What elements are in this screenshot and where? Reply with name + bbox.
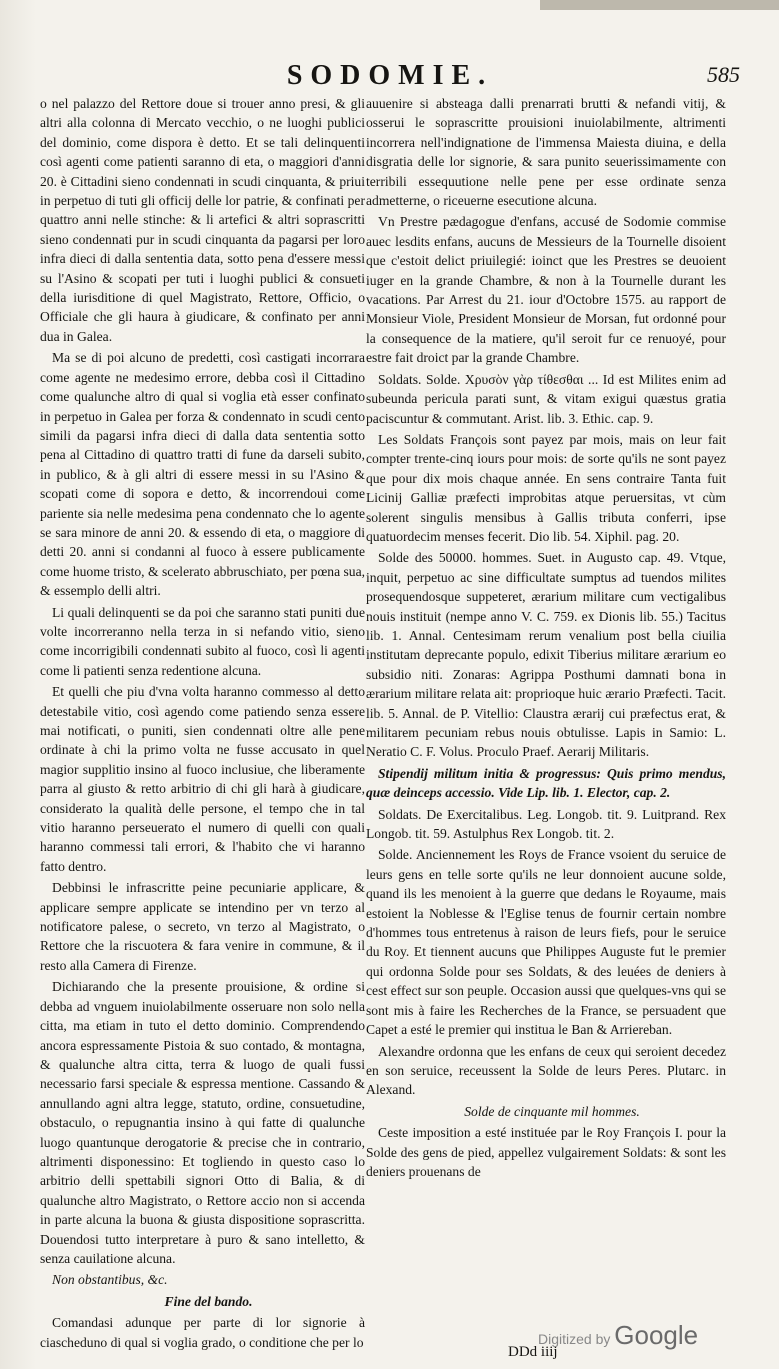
left-paragraph-4: Et quelli che piu d'vna volta haranno commesso al detto detestabile vitio, così agendo come patiendo senza essere mai notificati, o puniti, sien condennati oltre alle pene ordinate à chi la primo volta ne fusse accusato in quel magior supplitio insino al fuoco inclusiue, che liberamente parra al giusto & retto arbitrio di chi gli harà à giudicare, considerato la qualità delle persone, el tempo che in tal vitio haranno perseuerato el numero di quelli con quali haranno commessi tali errori, & l'habito che vi haranno fatto dentro. xyxy=(40,684,365,874)
left-paragraph-1: o nel palazzo del Rettore doue si trouer anno presi, & gli altri alla colonna di Mercato vecchio, o ne luoghi publici del dominio, come dispora è detto. Et se tali delinquenti così agenti come patienti saranno di eta, o maggiori d'anni 20. è Cittadini sieno condennati in scudi cinquanta, & priui in perpetuo di tuti gli officij delle lor patrie, & confinati per quattro anni nelle stinche: & li artefici & altri soprascritti sieno condennati pur in scudi cinquanta da pagarsi per loro infra dieci di dalla sententia data, sotto pena d'essere messi su l'Asino & scopati per tuti i luoghi publici & consueti della iurisditione di quel Magistrato, Rettore, Officio, o Officiale che gli haura à giudicare, & confinato per anni dua in Galea. xyxy=(40,96,365,344)
watermark-brand: Google xyxy=(614,1320,699,1350)
page-number: 585 xyxy=(707,62,740,87)
right-paragraph-5: Solde des 50000. hommes. Suet. in Augusto cap. 49. Vtque, inquit, perpetuo ac sine difficultate sumptus ad tuendos milites prosequendosque suppeteret, ærarium militare cum vectigalibus nouis instituit (nempe anno V. C. 759. ex Dionis lib. 55.) Tacitus lib. 1. Annal. Centesimam rerum venalium post bella ciuilia institutam deprecante populo, edixit Tiberius militare ærarium eo subsidio niti. Zonaras: Agrippa Posthumi damnati bona in ærarium militare relata ait: proprioque huic ærario Præfecti. Tacit. lib. 5. Annal. de P. Vitellio: Claustra ærarij cui præfectus erat, & militarem pecuniam rebus nouis obtulisse. Lapis in Samio: L. Neratio C. F. Volus. Proculo Praef. Aerarij Militaris. xyxy=(366,550,726,760)
right-column xyxy=(366,94,726,1183)
scan-edge xyxy=(540,0,779,10)
left-paragraph-3: Li quali delinquenti se da poi che saranno stati puniti due volte incorreranno nella terza in si nefando vitio, sieno come incorrigibili condennati subito al fuoco, così li agenti come li patienti senza redentione alcuna. xyxy=(40,604,365,678)
page-gutter xyxy=(0,0,36,1369)
left-column xyxy=(40,94,365,1354)
left-paragraph-5: Debbinsi le infrascritte peine pecuniarie applicare, & applicare sempre applicate se intendino per vn terzo al notificatore palese, o secreto, vn terzo al Magistrato, o Rettore che la riscuotera & fara venire in commune, & il resto alla Camera di Firenze. xyxy=(40,880,365,973)
left-paragraph-2: Ma se di poi alcuno de predetti, così castigati incorrara come agente ne medesimo errore, debba così il Cittadino come qualunche altro di qual si voglia età esser confinato in perpetuo in Galea per forza & condennato in scudi cento simili da pagarsi infra dieci di dalla data sententia sotto pena al Cittadino di quattro tratti di fune da darseli subito, in publico, & à gli altri di essere messi in su l'Asino & scopati come di sopora e detto, & incorrendoui come pariente sia nelle medesima pena condennato che lo agente se sara minore de anni 20. & essendo di eta, o maggiore di detti 20. anni si condanni al fuoco à essere publicamente come huome tristo, & scelerato abbruschiato, per pœna sua, & essemplo delli altri. xyxy=(40,350,366,599)
section-title: Solde de cinquante mil hommes. xyxy=(464,1103,640,1119)
right-paragraph-4: Les Soldats François sont payez par mois, mais on leur fait compter trente-cinq iours pour mois: de sorte qu'ils ne sont payez que pour dix mois chaque année. En sens contraire Tanta fuit Licinij Galliæ præfecti improbitas atque peruersitas, vt cùm solerent singulis mensibus à Gallis tributa conferri, ipse quatuordecim menses fecerit. Dio lib. 54. Xiphil. pag. 20. xyxy=(366,431,726,544)
signature-mark: DDd iiij xyxy=(508,1344,558,1360)
running-head: SODOMIE. xyxy=(286,60,494,91)
right-paragraph-8: Solde. Anciennement les Roys de France vsoient du seruice de leurs gens en telle sorte qu'ils ne leur donnoient aucune solde, quand ils les menoient à la guerre que dedans le Royaume, mais estoient la Noblesse & l'Eglise tenus de fournir certain nombre d'hommes tous entretenus à raison de leurs fiefs, pour le seruice du Roy. Et tiennent aucuns que Philippes Auguste fut le premier qui ordonna Solde pour ses Soldats, & des leuées de deniers à cest effect sur son peuple. Occasion aussi que quelques-vns qui se sont mis à faire les Recherches de la France, se persuadent que Capet a esté le premier qui institua le Ban & Arriereban. xyxy=(366,847,726,1038)
fine-del-bando: Fine del bando. xyxy=(164,1293,253,1309)
left-paragraph-7: Comandasi adunque per parte di lor signorie à ciascheduno di qual si voglia grado, o conditione che per lo xyxy=(40,1315,365,1350)
right-paragraph-10: Ceste imposition a esté instituée par le Roy François I. pour la Solde des gens de pied, appellez vulgairement Soldats: & sont les deniers prouenans de xyxy=(366,1125,726,1179)
right-paragraph-6: Stipendij militum initia & progressus: Quis primo mendus, quæ deinceps accessio. Vide Lip. lib. 1. Elector, cap. 2. xyxy=(366,765,726,801)
right-paragraph-7: Soldats. De Exercitalibus. Leg. Longob. tit. 9. Luitprand. Rex Longob. tit. 59. Astulphus Rex Longob. tit. 2. xyxy=(366,806,726,842)
right-paragraph-3: Soldats. Solde. Χρυσὸν γὰρ τίθεσθαι ... Id est Milites enim ad subeunda pericula parati sunt, & vitam exigui quæstus gratia paciscuntur & commutant. Arist. lib. 3. Ethic. cap. 9. xyxy=(366,371,726,426)
non-obstantibus: Non obstantibus, &c. xyxy=(52,1272,168,1288)
watermark-prefix: Digitized by xyxy=(538,1331,611,1347)
right-paragraph-2: Vn Prestre pædagogue d'enfans, accusé de Sodomie commise auec lesdits enfans, aucuns de Messieurs de la Tournelle disoient que c'estoit delict priuilegié: ioinct que les Prestres se deuoient iuger en la grande Chambre, & non à la Tournelle durant les vacations. Par Arrest du 21. iour d'Octobre 1575. au rapport de Monsieur Viole, President Monsieur de Morsan, fut ordonné pour la consequence de la matiere, qu'il seroit fur ce renuoyé, pour estre fait droict par la grande Chambre. xyxy=(366,214,726,366)
right-paragraph-1: auuenire si absteaga dalli prenarrati brutti & nefandi vitij, & osserui le soprascritte prouisioni inuiolabilmente, altrimenti incorrera nell'indignatione de l'immensa Maiesta diuina, e della disgratia delle lor signorie, & sara punito seuerissimamente con terribili essequutione nelle pene per esse ordinate senza admetterne, o riceuerne esecutione alcuna. xyxy=(366,96,726,209)
right-paragraph-9: Alexandre ordonna que les enfans de ceux qui seroient decedez en son seruice, receussent la Solde de leurs Peres. Plutarc. in Alexand. xyxy=(366,1043,726,1098)
left-paragraph-6: Dichiarando che la presente prouisione, & ordine si debba ad vnguem inuiolabilmente osseruare non solo nella citta, ma etiam in tuto el detto dominio. Comprendendo ancora espressamente Pistoia & suo contado, & montagna, & qualunche altra citta, terra & luogo de quali fussi necessario farsi speciale & espressa mentione. Cassando & annullando agni altra legge, statuto, ordine, consuetudine, obstaculo, o repugnantia insino à qui fatte di qualunche luogo quantunque derogatorie & precise che in contrario, altrimenti disponessino: Et togliendo in questo caso lo arbitrio delli spettabili signori Otto di Balia, & di qualunche altro Magistrato, o Rettore accio non si accenda in parte alcuna la buona & giusta dispositione soprascritta. Douendosi tutto interpretare à puro & sano intelletto, & senza cauilatione alcuna. xyxy=(40,979,365,1266)
digitized-watermark xyxy=(538,1320,698,1351)
